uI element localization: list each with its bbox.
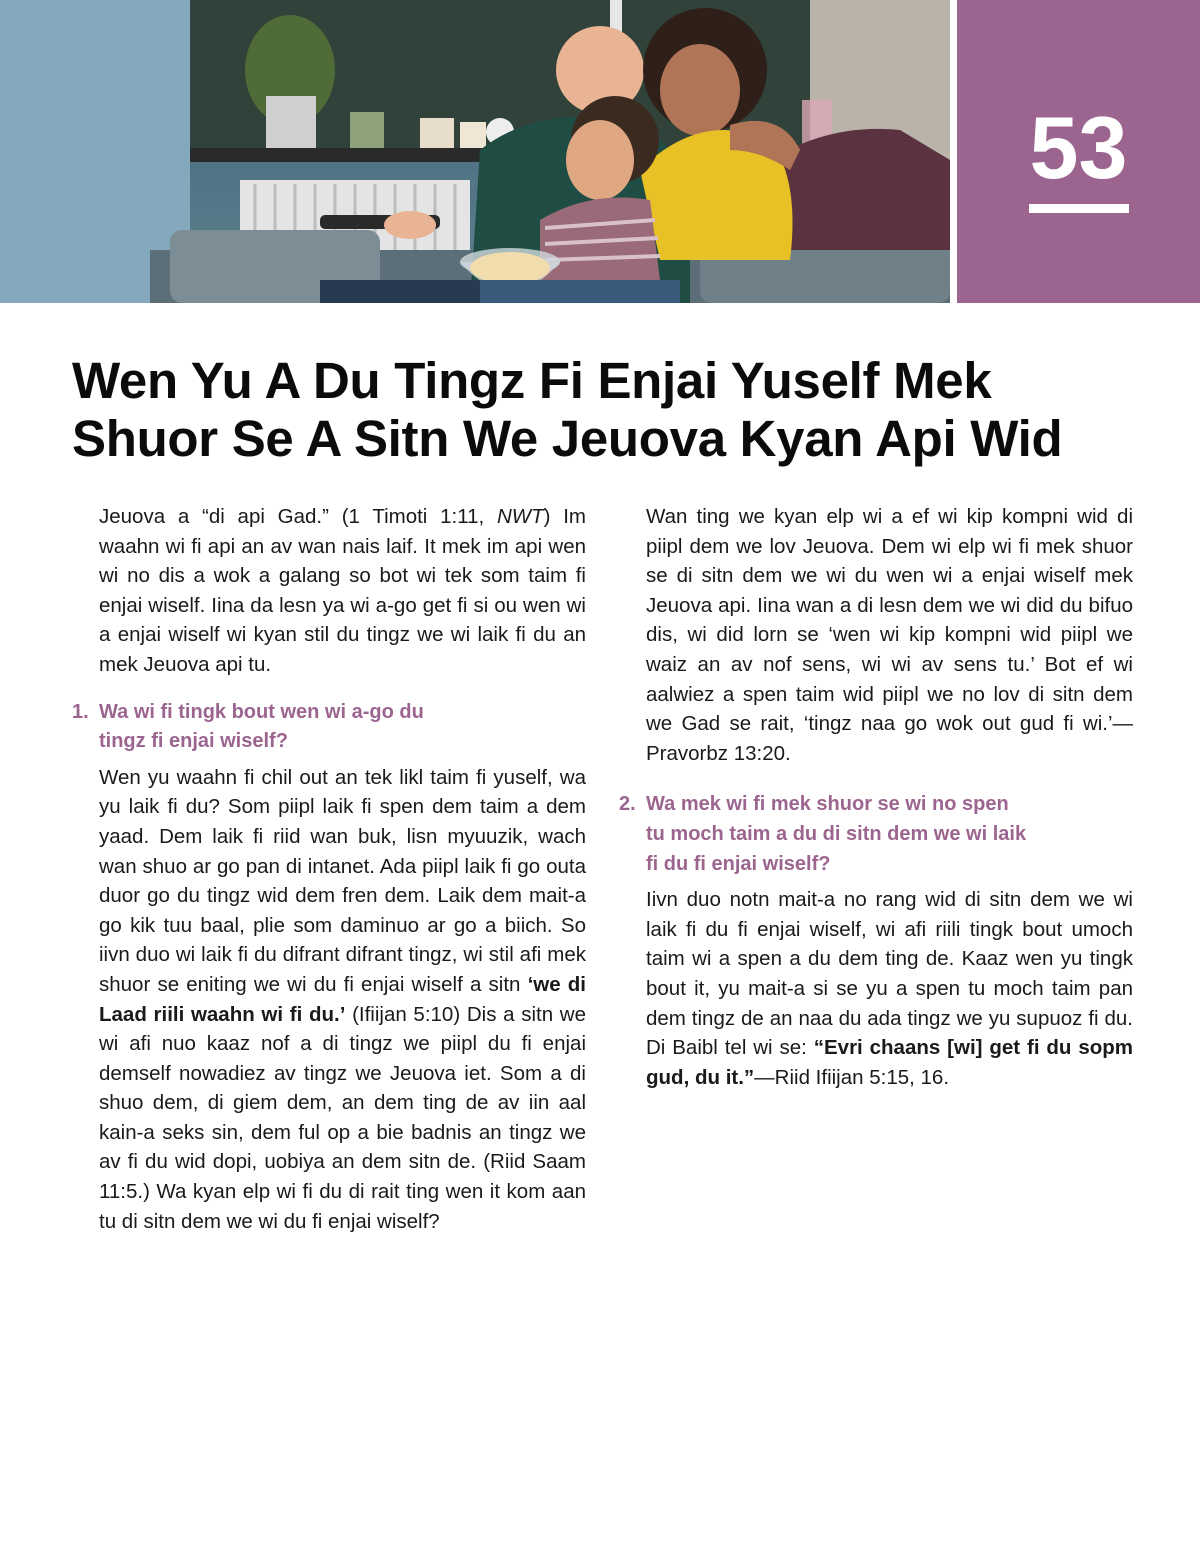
section-2-question-line-2: tu moch taim a du di sitn dem we wi laik [646, 822, 1027, 845]
section-1-p1-bold-quote: ‘we di Laad riili waahn wi fi du.’ [99, 972, 586, 1026]
section-2-p1-bold-quote: “Evri chaans [wi] get fi du sopm gud, du it.” [646, 1036, 1134, 1089]
section-1-p1-text-2: (Ifiijan 5:10) Dis a sitn we wi afi nuo kaaz nof a di tingz we piipl du fi enjai demself nowadiez av tingz we Jeuova iet. Som a di shuo dem, di giem dem, an dem ting de av iin aal kain-a seks sin, dem ful op a bie badnis an tingz we av fi du wid dopi, uobiya an dem sitn de. (Riid Saam 11:5.) Wa kyan elp wi fi du di rait ting wen it kom aan tu di sitn dem we wi du fi enjai wiself? [99, 1002, 586, 1233]
section-2-question-line-1: Wa mek wi fi mek shuor se wi no spen [646, 793, 1009, 816]
intro-paragraph [99, 502, 586, 680]
section-2-paragraph-1 [646, 885, 1133, 1092]
left-column [72, 502, 586, 1236]
title-line-2: Shuor Se A Sitn We Jeuova Kyan Api Wid [72, 410, 1063, 467]
intro-text-2: ) Im waahn wi fi api an av wan nais laif. It mek im api wen wi no dis a wok a galang so bot wi tek som taim fi enjai wiself. Iina da lesn ya wi a-go get fi si ou wen wi a enjai wiself wi kyan stil du tingz we wi laik fi du an mek Jeuova api tu. [99, 505, 586, 676]
section-2-question-line-3: fi du fi enjai wiself? [646, 852, 831, 875]
section-1-paragraph-1 [99, 763, 586, 1237]
badge-underline [1029, 204, 1129, 213]
page-title [72, 352, 1152, 468]
section-1-p1-text-1: Wen yu waahn fi chil out an tek likl taim fi yuself, wa yu laik fi du? Som piipl laik fi spen dem taim a dem yaad. Dem laik fi riid wan buk, lisn myuuzik, wach wan shuo ar go pan di intanet. Ada piipl laik fi go outa duor go du tingz wid dem fren dem. Laik dem mait-a go kik tuu baal, plie som daminuo ar go a biich. So iivn duo wi laik fi du difrant difrant tingz, wi stil afi mek shuor se eniting we wi du fi enjai wiself a sitn [99, 765, 586, 996]
section-1-paragraph-2: Wan ting we kyan elp wi a ef wi kip kompni wid di piipl dem we lov Jeuova. Dem wi elp wi fi mek shuor se di sitn dem we wi du wen wi a enjai wiself mek Jeuova api. Iina wan a di lesn dem we wi did du bifuo dis, wi did lorn se ‘wen wi kip kompni wid piipl we waiz an av nof sens, wi wi av sens tu.’ Bot ef wi aalwiez a spen taim wid piipl we no lov di sitn dem we Gad se rait, ‘tingz naa go wok out gud fi wi.’—Pravorbz 13:20. [646, 505, 1133, 765]
section-2-p1-text-1: Iivn duo notn mait-a no rang wid di sitn dem we wi laik fi du fi enjai wiself, wi afi riili tingk bout umoch taim wi a spen a du dem ting de. Kaaz wen yu tingk bout it, yu mait-a si se yu a spen tu moch taim pan dem tingz de an naa du ada tingz we yu supuoz fi du. Di Baibl tel wi se: [646, 888, 1133, 1060]
right-column [619, 502, 1134, 1092]
lesson-number: 53 [1029, 98, 1128, 197]
section-1-question-line-2: tingz fi enjai wiself? [99, 730, 288, 753]
title-line-1: Wen Yu A Du Tingz Fi Enjai Yuself Mek [72, 352, 992, 409]
section-2-p1-text-2: —Riid Ifiijan 5:15, 16. [754, 1065, 950, 1089]
section-2-number: 2. [619, 793, 636, 816]
intro-bible-version: NWT [496, 505, 544, 528]
section-1-question [72, 698, 586, 757]
lesson-number-badge [957, 0, 1200, 303]
section-1-question-line-1: Wa wi fi tingk bout wen wi a-go du [99, 700, 424, 723]
section-1-number: 1. [72, 700, 89, 723]
hero-photo [0, 0, 950, 303]
intro-text-1: Jeuova a “di api Gad.” (1 Timoti 1:11, [99, 505, 497, 528]
section-2-question [619, 790, 1133, 879]
family-watching-tv-illustration [0, 0, 950, 303]
